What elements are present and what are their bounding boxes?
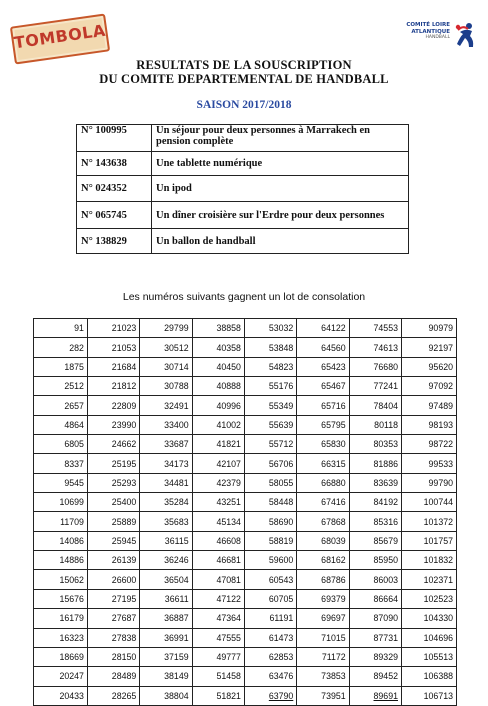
ticket-number-cell: 80353	[349, 435, 401, 454]
ticket-number-cell: 97489	[401, 396, 456, 415]
ticket-number-cell: 84192	[349, 493, 401, 512]
consolation-heading: Les numéros suivants gagnent un lot de consolation	[122, 291, 366, 303]
ticket-number-cell: 77241	[349, 377, 401, 396]
ticket-number-cell: 106713	[401, 686, 456, 705]
prizes-table	[76, 124, 409, 254]
ticket-number-cell: 62853	[244, 647, 296, 666]
ticket-number-cell: 86664	[349, 589, 401, 608]
ticket-number-cell: 65467	[297, 377, 349, 396]
ticket-number-cell: 101832	[401, 551, 456, 570]
ticket-number-cell: 98193	[401, 415, 456, 434]
ticket-number-cell: 27195	[87, 589, 139, 608]
ticket-number-cell: 24662	[87, 435, 139, 454]
ticket-number-cell: 89452	[349, 667, 401, 686]
ticket-number-cell: 64560	[297, 338, 349, 357]
tombola-badge	[10, 14, 110, 65]
ticket-number-cell: 15062	[34, 570, 88, 589]
page-title-line1: RESULTATS DE LA SOUSCRIPTION	[136, 58, 352, 72]
prize-description: Un séjour pour deux personnes à Marrakech en pension complète	[152, 125, 409, 152]
ticket-number-cell: 1875	[34, 357, 88, 376]
ticket-number-cell: 104330	[401, 609, 456, 628]
ticket-number-cell: 40450	[192, 357, 244, 376]
prize-description: Un dîner croisière sur l'Erdre pour deux personnes	[152, 202, 409, 229]
ticket-number-cell: 69379	[297, 589, 349, 608]
ticket-number-cell: 71172	[297, 647, 349, 666]
ticket-number: N° 024352	[77, 176, 152, 202]
ticket-number-cell: 36115	[140, 531, 192, 550]
ticket-number-cell: 35683	[140, 512, 192, 531]
table-row	[34, 415, 457, 434]
ticket-number-cell: 36504	[140, 570, 192, 589]
ticket-number-cell: 41002	[192, 415, 244, 434]
ticket-number-cell: 59600	[244, 551, 296, 570]
ticket-number-cell: 55712	[244, 435, 296, 454]
prize-row	[77, 152, 409, 176]
ticket-number-cell: 47364	[192, 609, 244, 628]
ticket-number-cell: 20247	[34, 667, 88, 686]
ticket-number-cell: 47081	[192, 570, 244, 589]
table-row	[34, 512, 457, 531]
ticket-number-cell: 33400	[140, 415, 192, 434]
ticket-number-cell: 49777	[192, 647, 244, 666]
ticket-number-cell: 23990	[87, 415, 139, 434]
season-heading: SAISON 2017/2018	[196, 99, 292, 111]
ticket-number-cell: 27687	[87, 609, 139, 628]
ticket-number-cell: 42107	[192, 454, 244, 473]
ticket-number-cell: 25400	[87, 493, 139, 512]
table-row	[34, 589, 457, 608]
ticket-number-cell: 74613	[349, 338, 401, 357]
table-row	[34, 493, 457, 512]
ticket-number-cell: 74553	[349, 319, 401, 338]
ticket-number-cell: 65423	[297, 357, 349, 376]
ticket-number-cell: 100744	[401, 493, 456, 512]
ticket-number-cell: 8337	[34, 454, 88, 473]
ticket-number-cell: 73853	[297, 667, 349, 686]
ticket-number-cell: 36991	[140, 628, 192, 647]
ticket-number-cell: 21053	[87, 338, 139, 357]
ticket-number-cell: 105513	[401, 647, 456, 666]
ticket-number-cell: 29799	[140, 319, 192, 338]
table-row	[34, 396, 457, 415]
prize-row	[77, 176, 409, 202]
ticket-number-cell: 58055	[244, 473, 296, 492]
ticket-number-cell: 81886	[349, 454, 401, 473]
ticket-number-cell: 15676	[34, 589, 88, 608]
table-row	[34, 609, 457, 628]
ticket-number-cell: 61473	[244, 628, 296, 647]
ticket-number-cell: 66315	[297, 454, 349, 473]
ticket-number-cell: 95620	[401, 357, 456, 376]
ticket-number-cell: 63476	[244, 667, 296, 686]
prize-description: Un ballon de handball	[152, 229, 409, 254]
ticket-number-cell: 36246	[140, 551, 192, 570]
ticket-number-cell: 46608	[192, 531, 244, 550]
ticket-number: N° 100995	[77, 125, 152, 152]
ticket-number: N° 065745	[77, 202, 152, 229]
ticket-number-cell: 2657	[34, 396, 88, 415]
ticket-number-cell: 37159	[140, 647, 192, 666]
ticket-number-cell: 21684	[87, 357, 139, 376]
ticket-number-cell: 28265	[87, 686, 139, 705]
logo-line2: ATLANTIQUE	[411, 28, 450, 35]
ticket-number-cell: 98722	[401, 435, 456, 454]
ticket-number-cell: 9545	[34, 473, 88, 492]
ticket-number-cell: 47555	[192, 628, 244, 647]
table-row	[34, 473, 457, 492]
ticket-number-cell: 66880	[297, 473, 349, 492]
ticket-number-cell: 2512	[34, 377, 88, 396]
ticket-number-cell: 42379	[192, 473, 244, 492]
ticket-number-cell: 80118	[349, 415, 401, 434]
ticket-number-cell: 99533	[401, 454, 456, 473]
ticket-number-cell: 71015	[297, 628, 349, 647]
ticket-number-cell: 64122	[297, 319, 349, 338]
ticket-number-cell: 27838	[87, 628, 139, 647]
ticket-number-cell: 14086	[34, 531, 88, 550]
ticket-number-cell: 65716	[297, 396, 349, 415]
ticket-number-cell: 58819	[244, 531, 296, 550]
prize-description: Une tablette numérique	[152, 152, 409, 176]
logo-line1: COMITÉ LOIRE	[406, 22, 450, 28]
table-row	[34, 338, 457, 357]
ticket-number-cell: 65830	[297, 435, 349, 454]
table-row	[34, 628, 457, 647]
ticket-number-cell: 56706	[244, 454, 296, 473]
ticket-number-cell: 30788	[140, 377, 192, 396]
ticket-number-cell: 33687	[140, 435, 192, 454]
ticket-number-cell: 21023	[87, 319, 139, 338]
ticket-number-cell: 87731	[349, 628, 401, 647]
ticket-number-cell: 25889	[87, 512, 139, 531]
ticket-number-cell: 28150	[87, 647, 139, 666]
table-row	[34, 551, 457, 570]
ticket-number-cell: 35284	[140, 493, 192, 512]
table-row	[34, 647, 457, 666]
table-row	[34, 686, 457, 705]
ticket-number-cell: 6805	[34, 435, 88, 454]
ticket-number-cell: 11709	[34, 512, 88, 531]
logo-line3: HANDBALL	[425, 35, 450, 40]
ticket-number-cell: 83639	[349, 473, 401, 492]
ticket-number-cell: 25195	[87, 454, 139, 473]
ticket-number-cell: 36611	[140, 589, 192, 608]
ticket-number-cell: 69697	[297, 609, 349, 628]
ticket-number-cell: 68786	[297, 570, 349, 589]
ticket-number-cell: 16179	[34, 609, 88, 628]
table-row	[34, 357, 457, 376]
ticket-number-cell: 30714	[140, 357, 192, 376]
ticket-number-cell: 28489	[87, 667, 139, 686]
ticket-number-cell: 85950	[349, 551, 401, 570]
ticket-number-cell: 102371	[401, 570, 456, 589]
ticket-number-cell: 34173	[140, 454, 192, 473]
ticket-number-cell: 99790	[401, 473, 456, 492]
committee-logo	[360, 22, 478, 48]
ticket-number-cell: 53032	[244, 319, 296, 338]
ticket-number-cell: 58448	[244, 493, 296, 512]
ticket-number-cell: 54823	[244, 357, 296, 376]
ticket-number-cell: 4864	[34, 415, 88, 434]
ticket-number-cell: 10699	[34, 493, 88, 512]
ticket-number-cell: 55349	[244, 396, 296, 415]
ticket-number-cell: 25293	[87, 473, 139, 492]
ticket-number-cell: 45134	[192, 512, 244, 531]
ticket-number-cell: 68162	[297, 551, 349, 570]
ticket-number-cell: 60543	[244, 570, 296, 589]
ticket-number-cell: 43251	[192, 493, 244, 512]
ticket-number-cell: 38149	[140, 667, 192, 686]
ticket-number-cell: 101757	[401, 531, 456, 550]
table-row	[34, 454, 457, 473]
ticket-number-cell: 32491	[140, 396, 192, 415]
ticket-number-cell: 38804	[140, 686, 192, 705]
ticket-number-cell: 90979	[401, 319, 456, 338]
ticket-number-cell: 36887	[140, 609, 192, 628]
ticket-number-cell: 65795	[297, 415, 349, 434]
ticket-number-cell: 102523	[401, 589, 456, 608]
ticket-number-cell: 92197	[401, 338, 456, 357]
ticket-number-cell: 18669	[34, 647, 88, 666]
ticket-number-cell: 91	[34, 319, 88, 338]
ticket-number-cell: 78404	[349, 396, 401, 415]
prize-row	[77, 202, 409, 229]
page-title-line2: DU COMITE DEPARTEMENTAL DE HANDBALL	[99, 72, 389, 86]
table-row	[34, 377, 457, 396]
ticket-number-cell: 41821	[192, 435, 244, 454]
ticket-number-cell: 87090	[349, 609, 401, 628]
ticket-number-cell: 22809	[87, 396, 139, 415]
ticket-number-cell: 89691	[349, 686, 401, 705]
ticket-number-cell: 89329	[349, 647, 401, 666]
ticket-number-cell: 76680	[349, 357, 401, 376]
table-row	[34, 319, 457, 338]
prize-row	[77, 229, 409, 254]
ticket-number-cell: 85316	[349, 512, 401, 531]
ticket-number-cell: 104696	[401, 628, 456, 647]
ticket-number-cell: 282	[34, 338, 88, 357]
ticket-number-cell: 40888	[192, 377, 244, 396]
ticket-number-cell: 60705	[244, 589, 296, 608]
ticket-number-cell: 40996	[192, 396, 244, 415]
ticket-number-cell: 85679	[349, 531, 401, 550]
ticket-number-cell: 55639	[244, 415, 296, 434]
ticket-number-cell: 55176	[244, 377, 296, 396]
table-row	[34, 667, 457, 686]
ticket-number-cell: 21812	[87, 377, 139, 396]
ticket-number-cell: 101372	[401, 512, 456, 531]
tombola-label: TOMBOLA	[12, 20, 107, 53]
ticket-number-cell: 63790	[244, 686, 296, 705]
ticket-number: N° 143638	[77, 152, 152, 176]
ticket-number-cell: 61191	[244, 609, 296, 628]
ticket-number-cell: 67416	[297, 493, 349, 512]
ticket-number: N° 138829	[77, 229, 152, 254]
prize-description: Un ipod	[152, 176, 409, 202]
consolation-numbers-table	[33, 318, 457, 706]
ticket-number-cell: 67868	[297, 512, 349, 531]
ticket-number-cell: 106388	[401, 667, 456, 686]
ticket-number-cell: 46681	[192, 551, 244, 570]
ticket-number-cell: 68039	[297, 531, 349, 550]
ticket-number-cell: 26600	[87, 570, 139, 589]
ticket-number-cell: 58690	[244, 512, 296, 531]
ticket-number-cell: 97092	[401, 377, 456, 396]
ticket-number-cell: 51458	[192, 667, 244, 686]
ticket-number-cell: 73951	[297, 686, 349, 705]
table-row	[34, 531, 457, 550]
logo-text	[360, 22, 450, 42]
table-row	[34, 435, 457, 454]
prize-row	[77, 125, 409, 152]
ticket-number-cell: 30512	[140, 338, 192, 357]
ticket-number-cell: 20433	[34, 686, 88, 705]
ticket-number-cell: 53848	[244, 338, 296, 357]
ticket-number-cell: 38858	[192, 319, 244, 338]
table-row	[34, 570, 457, 589]
ticket-number-cell: 86003	[349, 570, 401, 589]
ticket-number-cell: 16323	[34, 628, 88, 647]
ticket-number-cell: 51821	[192, 686, 244, 705]
ticket-number-cell: 25945	[87, 531, 139, 550]
ticket-number-cell: 26139	[87, 551, 139, 570]
ticket-number-cell: 47122	[192, 589, 244, 608]
ticket-number-cell: 14886	[34, 551, 88, 570]
handball-player-icon	[454, 22, 478, 48]
ticket-number-cell: 40358	[192, 338, 244, 357]
ticket-number-cell: 34481	[140, 473, 192, 492]
